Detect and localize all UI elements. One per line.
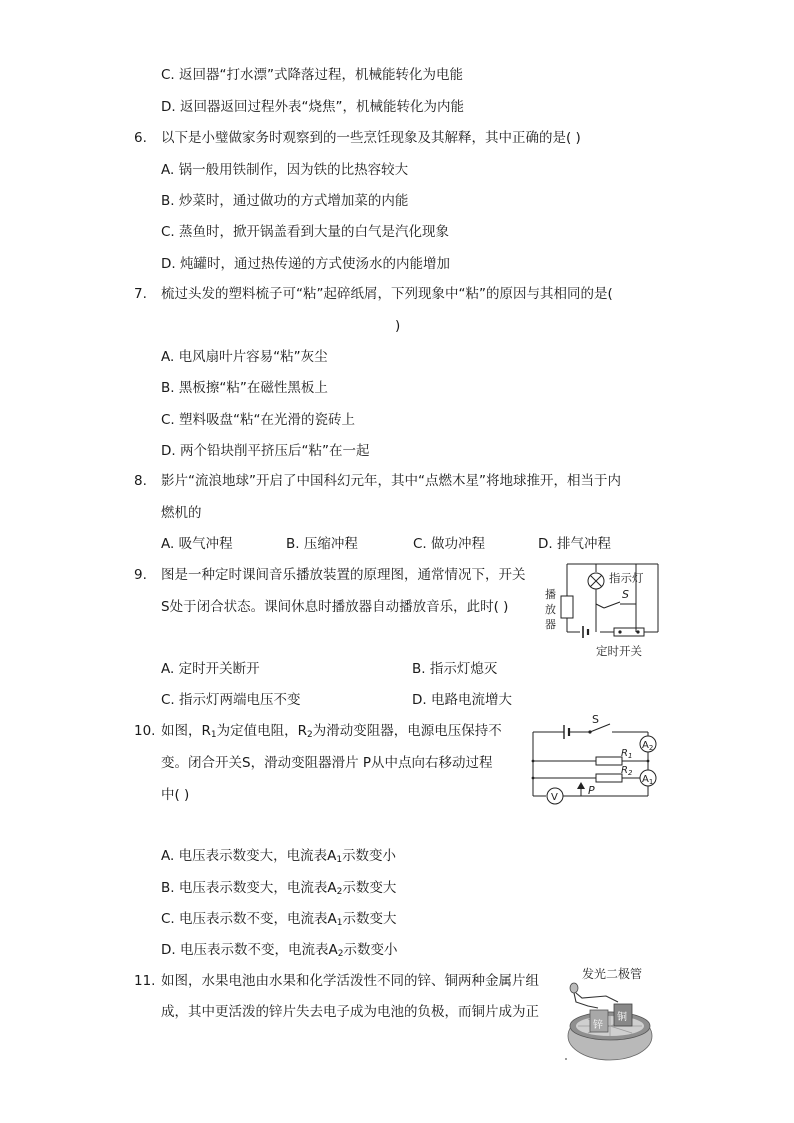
q11-stem-line1: 如图，水果电池由水果和化学活泼性不同的锌、铜两种金属片组 [161, 973, 539, 989]
q9-option-d: D. 电路电流增大 [412, 692, 512, 708]
copper-label: 铜 [617, 1012, 627, 1023]
q8-stem-line2: 燃机的 [161, 505, 202, 521]
q10-stem-line2: 变。闭合开关S，滑动变阻器滑片 P从中点向右移动过程 [161, 755, 493, 771]
q8-option-a: A. 吸气冲程 [161, 536, 233, 552]
lamp-label: 指示灯 [609, 571, 644, 585]
switch-s-label: S [592, 713, 599, 726]
q5-option-d: D. 返回器返回过程外表“烧焦”，机械能转化为内能 [161, 99, 464, 115]
q6-option-c: C. 蒸鱼时，掀开锅盖看到大量的白气是汽化现象 [161, 224, 450, 240]
q8-option-b: B. 压缩冲程 [286, 536, 358, 552]
q9-option-b: B. 指示灯熄灭 [412, 661, 498, 677]
q7-option-b: B. 黑板擦“粘”在磁性黑板上 [161, 380, 328, 396]
q11-number: 11. [134, 973, 156, 989]
q8-option-d: D. 排气冲程 [538, 536, 611, 552]
q10-stem-line3: 中( ) [161, 787, 190, 803]
q8-option-c: C. 做功冲程 [413, 536, 486, 552]
q6-stem: 以下是小璧做家务时观察到的一些烹饪现象及其解释，其中正确的是( ) [161, 130, 581, 146]
q6-option-b: B. 炒菜时，通过做功的方式增加菜的内能 [161, 193, 409, 209]
zinc-label: 锌 [593, 1020, 603, 1031]
q7-option-c: C. 塑料吸盘“粘“在光滑的瓷砖上 [161, 412, 355, 428]
q10-option-d: D. 电压表示数不变，电流表$A_2$示数变小 [161, 942, 398, 959]
q10-option-b: B. 电压表示数变大，电流表$A_2$示数变大 [161, 880, 397, 897]
q10-stem-line1: 如图，$R_1$为定值电阻，$R_2$为滑动变阻器，电源电压保持不 [161, 723, 502, 740]
q9-option-c: C. 指示灯两端电压不变 [161, 692, 301, 708]
q10-option-c: C. 电压表示数不变，电流表$A_1$示数变大 [161, 911, 397, 928]
q10-option-a: A. 电压表示数变大，电流表$A_1$示数变小 [161, 848, 397, 865]
switch-s-label: S [622, 588, 629, 601]
voltmeter-label: V [551, 792, 558, 803]
q7-stem-line1: 梳过头发的塑料梳子可“粘”起碎纸屑，下列现象中“粘”的原因与其相同的是( [161, 286, 613, 302]
player-label-char-2: 放 [545, 603, 556, 616]
timer-switch-label: 定时开关 [596, 644, 642, 658]
q11-fruit-battery-figure [558, 962, 668, 1066]
q5-option-c: C. 返回器“打水漂”式降落过程，机械能转化为电能 [161, 67, 463, 83]
player-label-char-3: 器 [545, 618, 556, 631]
q10-circuit-diagram [528, 712, 663, 808]
q9-option-a: A. 定时开关断开 [161, 661, 260, 677]
r2-label: $R_2$ [621, 765, 633, 777]
slider-p-label: P [588, 784, 595, 797]
q7-number: 7. [134, 286, 147, 302]
q6-option-a: A. 锅一般用铁制作，因为铁的比热容较大 [161, 162, 409, 178]
q8-stem-line1: 影片“流浪地球”开启了中国科幻元年，其中“点燃木星”将地球推开，相当于内 [161, 473, 621, 489]
player-label-char-1: 播 [545, 588, 556, 601]
q6-number: 6. [134, 130, 147, 146]
q6-option-d: D. 炖罐时，通过热传递的方式使汤水的内能增加 [161, 256, 450, 272]
q7-option-d: D. 两个铅块削平挤压后“粘”在一起 [161, 443, 370, 459]
ammeter-a2-label: $A_2$ [642, 740, 654, 752]
ammeter-a1-label: $A_1$ [642, 774, 654, 786]
q10-number: 10. [134, 723, 156, 739]
q7-stem-line2: ) [395, 318, 401, 334]
q9-stem-line2: S处于闭合状态。课间休息时播放器自动播放音乐，此时( ) [161, 599, 509, 615]
led-label: 发光二极管 [582, 967, 643, 981]
q11-stem-line2: 成，其中更活泼的锌片失去电子成为电池的负极，而铜片成为正 [161, 1004, 539, 1020]
q8-number: 8. [134, 473, 147, 489]
q9-number: 9. [134, 567, 147, 583]
q9-circuit-diagram [540, 560, 665, 662]
r1-label: $R_1$ [621, 748, 633, 760]
led-icon [570, 983, 578, 993]
q7-option-a: A. 电风扇叶片容易“粘”灰尘 [161, 349, 328, 365]
q9-stem-line1: 图是一种定时课间音乐播放装置的原理图，通常情况下，开关 [161, 567, 526, 583]
